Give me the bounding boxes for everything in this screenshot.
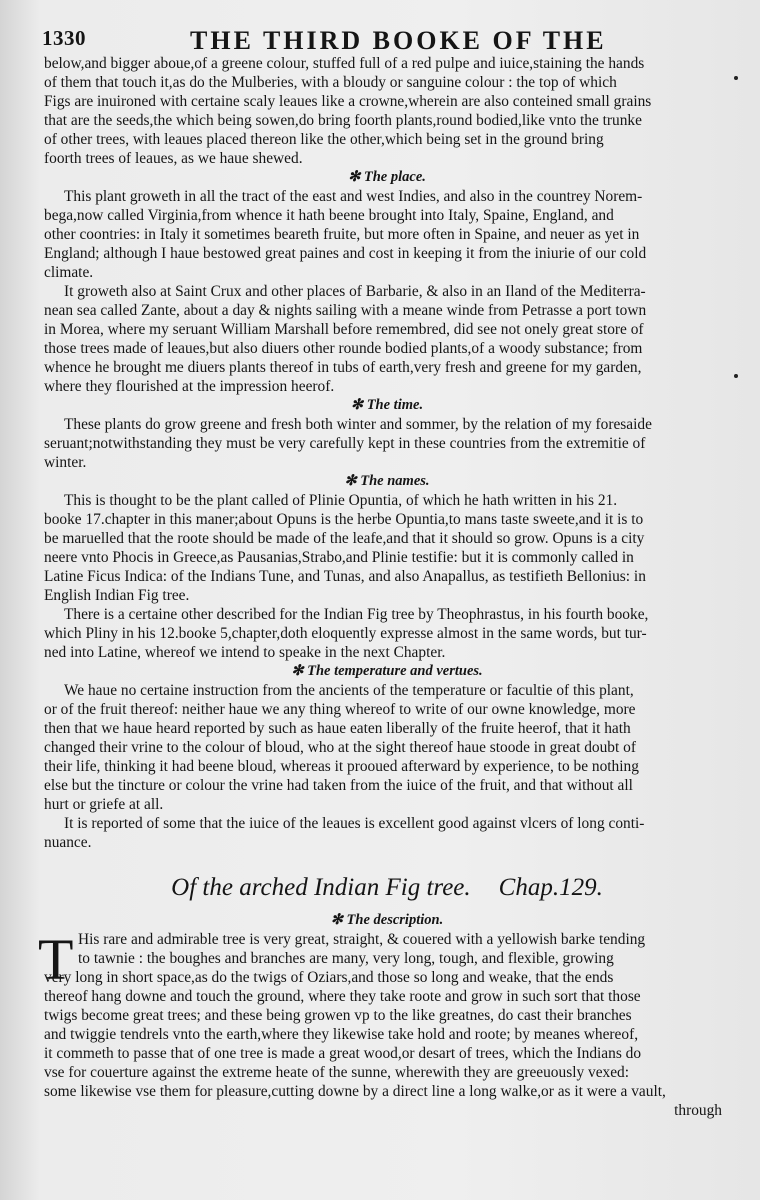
text-line: other coontries: in Italy it sometimes beareth fruite, but more often in Spaine, and neuer as yet in [44,226,640,243]
opening-paragraph [44,54,730,168]
text-line: ned into Latine, whereof we intend to speake in the next Chapter. [44,644,446,661]
text-line: it commeth to passe that of one tree is made a great wood,or desart of trees, which the Indians do [44,1045,642,1062]
running-title: THE THIRD BOOKE OF THE [190,26,607,55]
chapter-title [44,874,730,901]
text-line: We haue no certaine instruction from the ancients of the temperature or facultie of this plant, [64,682,634,699]
text-line: nean sea called Zante, about a day & nights sailing with a meane winde from Petrasse a port town [44,302,647,319]
text-line: vse for couerture against the extreme heate of the sunne, wherewith they are greeuously vexed: [44,1064,630,1081]
text-line: that are the seeds,the which being sowen,do bring foorth plants,round bodied,like vnto the trunke [44,112,642,129]
drop-cap-initial: T [38,927,74,992]
text-line: England; although I haue bestowed great paines and cost in keeping it from the iniurie of our cold [44,245,647,262]
text-line: booke 17.chapter in this maner;about Opuns is the herbe Opuntia,to mans taste sweete,and it is to [44,511,644,528]
section-heading-place: ✻ The place. [348,169,426,185]
text-line: where they flourished at the impression heerof. [44,378,335,395]
description-paragraph [38,927,730,1120]
text-line: thereof hang downe and touch the ground, where they take roote and grow in such sort that those [44,988,641,1005]
text-line: bega,now called Virginia,from whence it hath beene brought into Italy, Spaine, England, and [44,207,614,224]
temperature-paragraph [44,681,730,814]
text-line: This is thought to be the plant called of Plinie Opuntia, of which he hath written in his 21. [64,492,618,509]
catchword: through [674,1102,722,1119]
section-heading-names: ✻ The names. [344,473,430,489]
text-line: in Morea, where my seruant William Marshall before remembred, did see not onely great store of [44,321,644,338]
text-line: some likewise vse them for pleasure,cutting downe by a direct line a long walke,or as it were a vault, [44,1083,666,1100]
text-line: or of the fruit thereof: neither haue we any thing whereof to write of our owne knowledge, more [44,701,636,718]
time-paragraph [44,415,730,472]
chapter-number: Chap.129. [498,874,603,901]
text-line: very long in short space,as do the twigs of Oziars,and those so long and weake, that the ends [44,969,614,986]
text-line: These plants do grow greene and fresh both winter and sommer, by the relation of my foresaide [64,416,652,433]
names-paragraph [44,491,730,605]
text-line: else but the tincture or colour the vrine had taken from the iuice of the fruit, and that without all [44,777,633,794]
text-line: neere vnto Phocis in Greece,as Pausanias,Strabo,and Plinie testifie: but it is commonly called in [44,549,634,566]
text-line: twigs become great trees; and these being growen vp to the like greatnes, do cast their branches [44,1007,632,1024]
text-line: It groweth also at Saint Crux and other places of Barbarie, & also in an Iland of the Mediterra- [64,283,646,300]
text-line: those trees made of leaues,but also diuers other rounde bodied plants,of a woody substance; from [44,340,643,357]
text-line: English Indian Fig tree. [44,587,190,604]
text-line: to tawnie : the boughes and branches are many, very long, tough, and flexible, growing [78,950,614,967]
text-line: seruant;notwithstanding they must be very carefully kept in these countries from the extremitie of [44,435,646,452]
names-paragraph [44,605,730,662]
text-line: their life, thinking it had beene bloud, whereas it prooued afterward by experience, to be nothing [44,758,639,775]
text-line: which Pliny in his 12.booke 5,chapter,doth eloquently expresse almost in the same words, but tur- [44,625,647,642]
text-line: foorth trees of leaues, as we haue shewed. [44,150,303,167]
page-body [38,54,730,1120]
text-line: hurt or griefe at all. [44,796,164,813]
page-header [44,14,730,54]
text-line: There is a certaine other described for the Indian Fig tree by Theophrastus, in his fourth booke, [64,606,649,623]
text-line: winter. [44,454,87,471]
text-line: of them that touch it,as do the Mulberies, with a bloudy or sanguine colour : the top of which [44,74,617,91]
text-line: His rare and admirable tree is very great, straight, & couered with a yellowish barke tending [78,931,646,948]
text-line: It is reported of some that the iuice of the leaues is excellent good against vlcers of long conti- [64,815,645,832]
text-line: Figs are inuironed with certaine scaly leaues like a crowne,wherein are also conteined small grains [44,93,652,110]
text-line: Latine Ficus Indica: of the Indians Tune, and Tunas, and also Anapallus, as testifieth Bellonius: in [44,568,646,585]
text-line: changed their vrine to the colour of bloud, who at the sight thereof haue stoode in great doubt of [44,739,636,756]
text-line: then that we haue heard reported by such as haue eaten liberally of the fruite heerof, that it hath [44,720,631,737]
text-line: whence he brought me diuers plants thereof in tubs of earth,very fresh and greene for my garden, [44,359,642,376]
text-line: nuance. [44,834,92,851]
chapter-name: Of the arched Indian Fig tree. [171,874,471,901]
text-line: below,and bigger aboue,of a greene colour, stuffed full of a red pulpe and iuice,staining the hands [44,55,645,72]
section-heading-time: ✻ The time. [350,397,424,413]
text-line: This plant groweth in all the tract of the east and west Indies, and also in the countrey Norem- [64,188,643,205]
margin-mark [734,76,738,80]
text-line: be maruelled that the roote should be made of the leafe,and that it should so grow. Opuns is a city [44,530,645,547]
text-line: climate. [44,264,94,281]
place-paragraph [44,187,730,282]
temperature-paragraph [44,814,730,852]
section-heading-temperature: ✻ The temperature and vertues. [291,663,483,679]
place-paragraph [44,282,730,396]
text-line: and twiggie tendrels vnto the earth,where they likewise take hold and roote; by meanes whereof, [44,1026,639,1043]
section-heading-description: ✻ The description. [330,912,444,928]
page-number: 1330 [42,26,86,50]
margin-mark [734,374,738,378]
text-line: of other trees, with leaues placed thereon like the other,which being set in the ground bring [44,131,604,148]
